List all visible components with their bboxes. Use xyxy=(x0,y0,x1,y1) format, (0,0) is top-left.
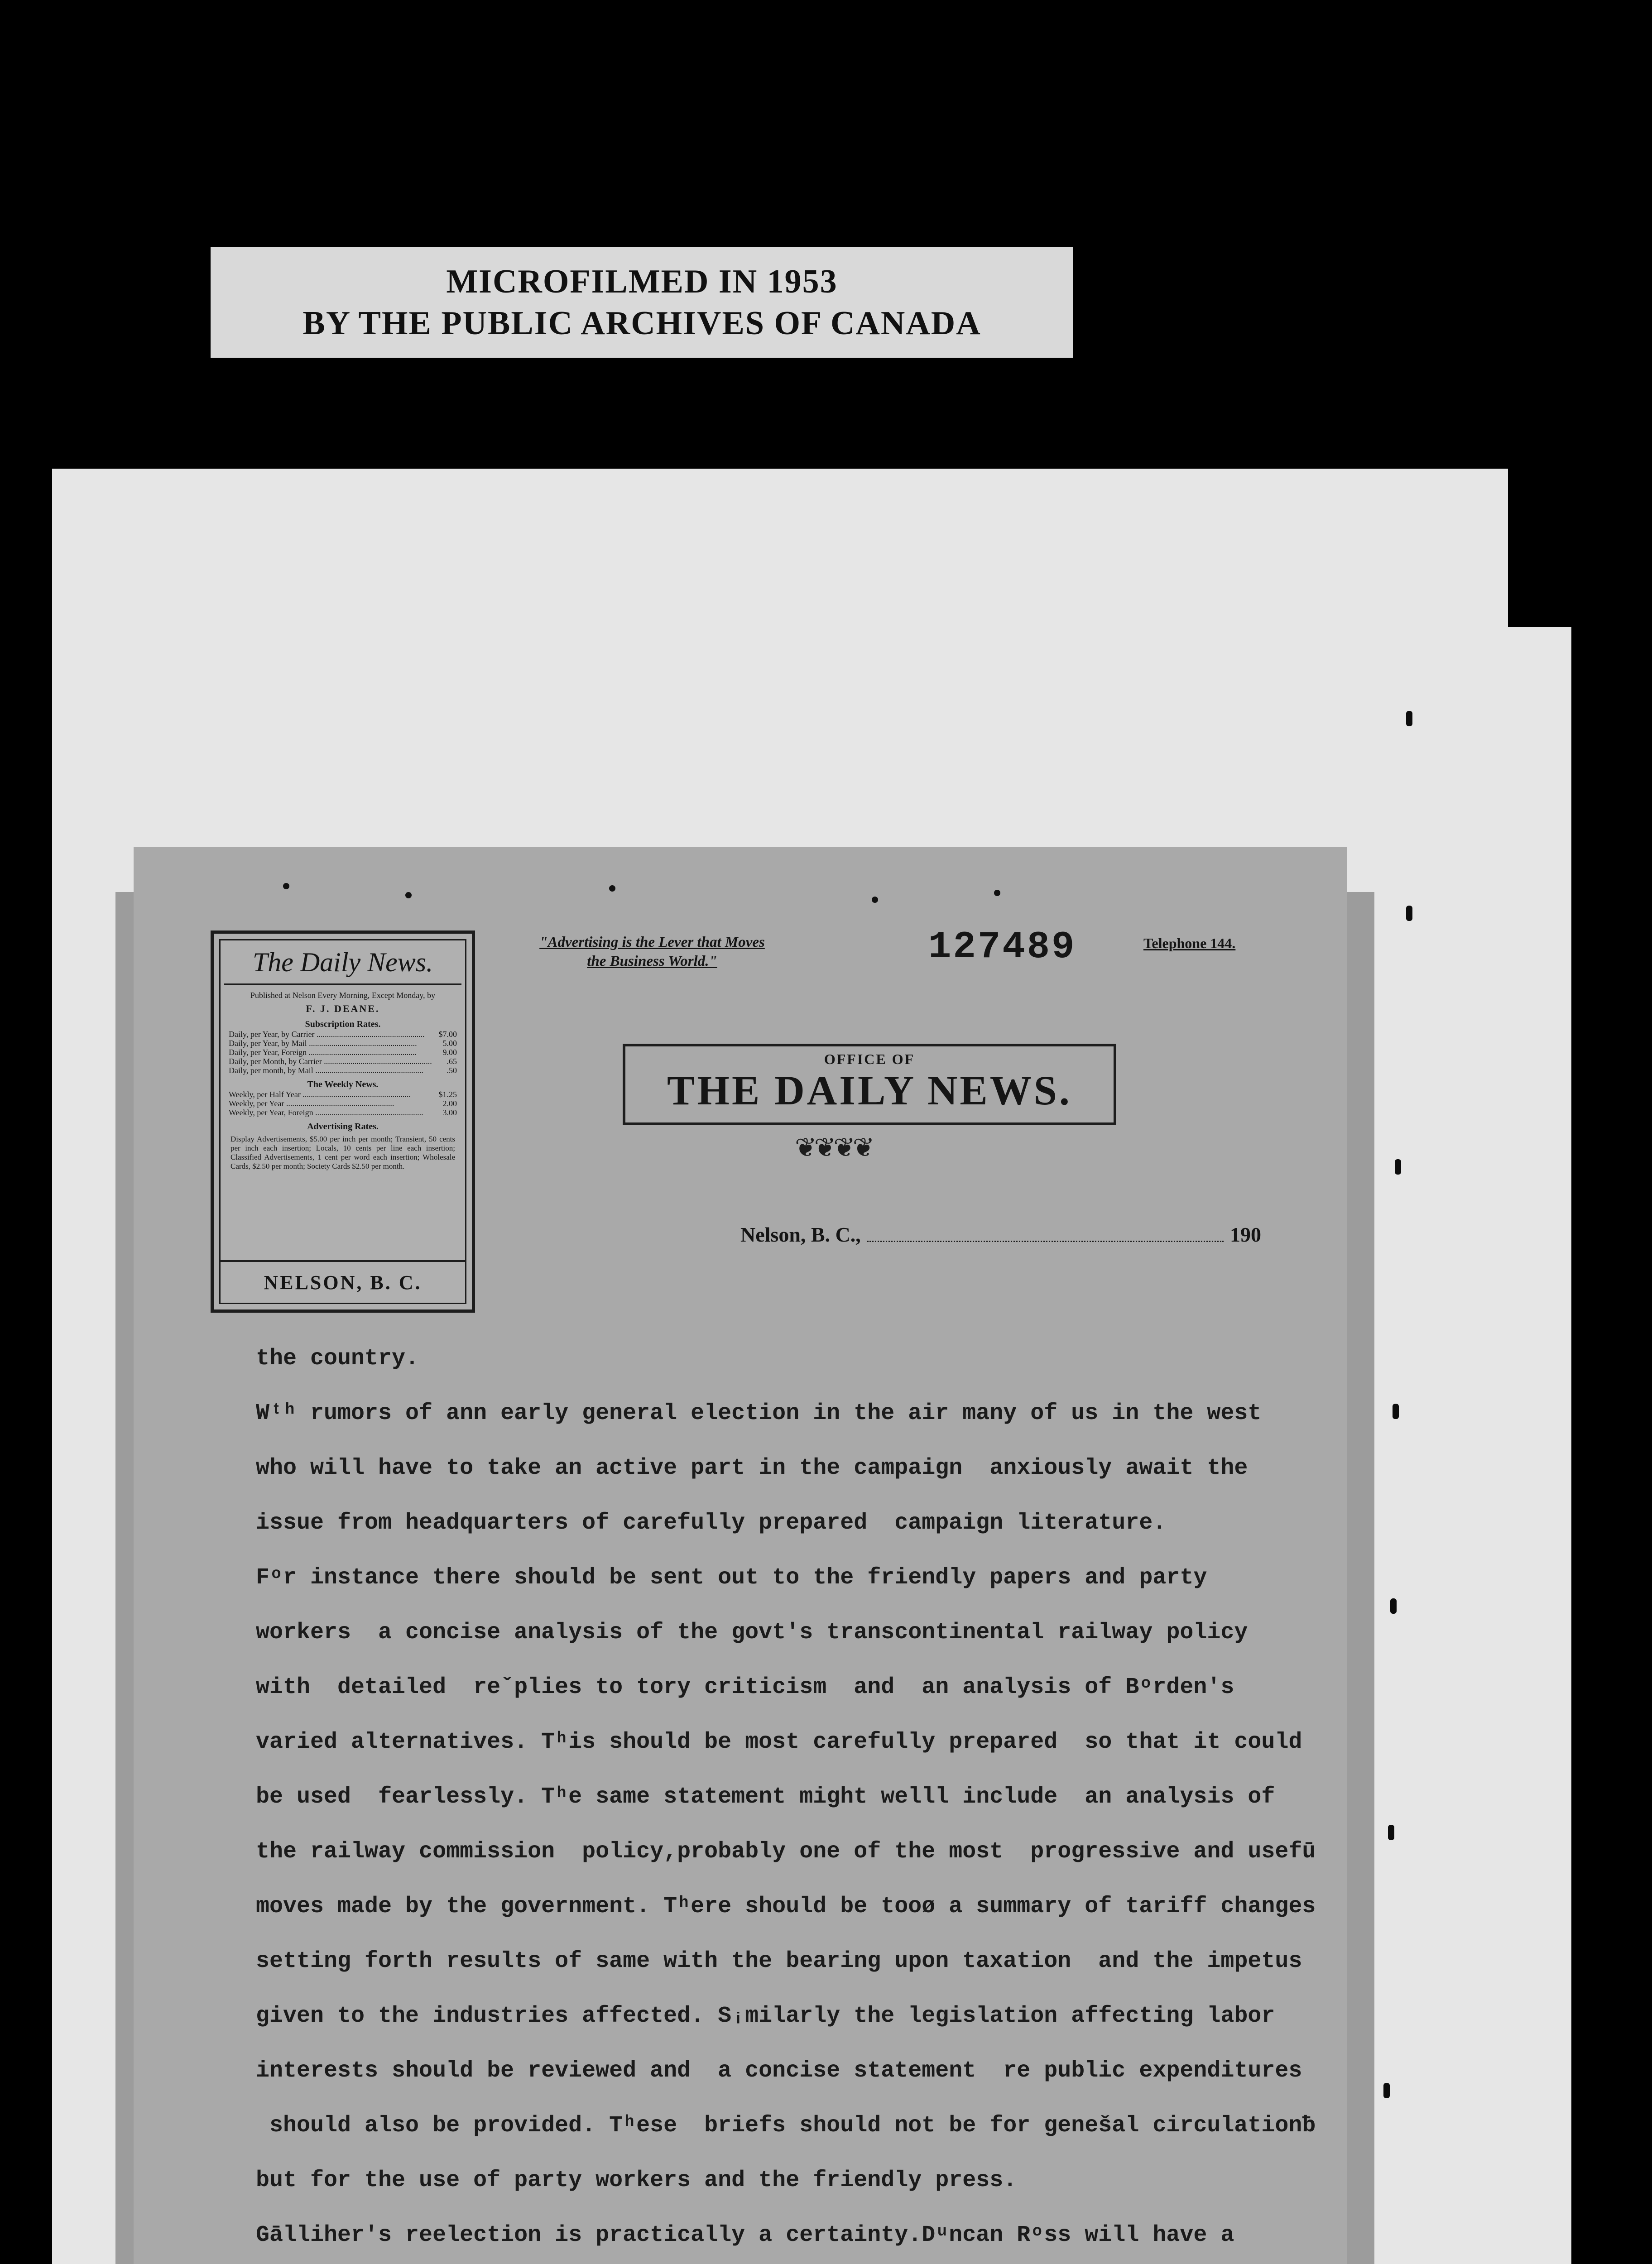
year-prefix: 190 xyxy=(1230,1223,1261,1246)
rate-value: 9.00 xyxy=(442,1048,457,1057)
weekly-rates-list xyxy=(221,1090,465,1117)
film-mark xyxy=(1388,1825,1394,1840)
body-line: Gālliher's reelection is practically a certainty.Dᵘncan Rᵒss will have a xyxy=(256,2222,1234,2248)
body-line: Wᵗʰ rumors of ann early general election in the air many of us in the west xyxy=(256,1401,1262,1426)
subscription-box-inner xyxy=(219,939,466,1304)
place: Nelson, B. C., xyxy=(740,1223,861,1246)
body-line: issue from headquarters of carefully prepared campaign literature. xyxy=(256,1510,1167,1536)
subscription-heading: Subscription Rates. xyxy=(305,1019,381,1029)
film-edge xyxy=(1508,469,1587,627)
microfilm-label-line1: MICROFILMED IN 1953 xyxy=(446,263,838,300)
rate-value: .50 xyxy=(447,1066,457,1075)
subscription-footer: NELSON, B. C. xyxy=(221,1260,465,1303)
body-line: who will have to take an active part in the campaign anxiously await the xyxy=(256,1455,1248,1481)
punch-dot xyxy=(872,897,878,903)
rate-label: Weekly, per Half Year ..... xyxy=(229,1090,439,1099)
rate-row xyxy=(221,1108,465,1117)
rate-label: Daily, per Year, Foreign ..... xyxy=(229,1048,443,1057)
rate-value: 2.00 xyxy=(442,1099,457,1108)
office-name: THE DAILY NEWS. xyxy=(667,1067,1072,1113)
dateline xyxy=(740,1223,1261,1247)
rate-row xyxy=(221,1057,465,1066)
rate-row xyxy=(221,1090,465,1099)
film-mark xyxy=(1406,906,1412,921)
body-line: the railway commission policy,probably one of the most progressive and usefū xyxy=(256,1839,1316,1865)
published-note: Published at Nelson Every Morning, Except Monday, by xyxy=(250,991,436,1000)
punch-dot xyxy=(994,890,1000,896)
body-line: workers a concise analysis of the govt's transcontinental railway policy xyxy=(256,1620,1248,1645)
film-mark xyxy=(1406,711,1412,726)
rate-value: .65 xyxy=(447,1057,457,1066)
date-rule xyxy=(867,1241,1224,1242)
rate-row xyxy=(221,1048,465,1057)
rate-label: Weekly, per Year, Foreign ..... xyxy=(229,1108,443,1117)
punch-dot xyxy=(283,883,289,889)
rate-label: Weekly, per Year ..... xyxy=(229,1099,443,1108)
body-line: given to the industries affected. Sᵢmilarly the legislation affecting labor xyxy=(256,2003,1275,2029)
divider xyxy=(224,983,461,985)
rate-label: Daily, per Year, by Carrier ..... xyxy=(229,1030,439,1039)
body-line: with detailed reˇplies to tory criticism and an analysis of Bᵒrden's xyxy=(256,1674,1234,1700)
rate-label: Daily, per Year, by Mail ..... xyxy=(229,1039,443,1048)
film-mark xyxy=(1393,1404,1399,1419)
rate-value: $1.25 xyxy=(438,1090,457,1099)
rate-label: Daily, per month, by Mail ..... xyxy=(229,1066,447,1075)
rate-row xyxy=(221,1039,465,1048)
rate-row xyxy=(221,1030,465,1039)
film-mark xyxy=(1383,2083,1390,2098)
rate-row xyxy=(221,1066,465,1075)
body-line: the country. xyxy=(256,1346,419,1372)
punch-dot xyxy=(609,885,615,892)
body-line: varied alternatives. Tʰis should be most carefully prepared so that it could xyxy=(256,1729,1302,1755)
publisher-name: F. J. DEANE. xyxy=(306,1003,380,1014)
rate-value: $7.00 xyxy=(438,1030,457,1039)
document-number: 127489 xyxy=(928,926,1076,969)
advertising-text: Display Advertisements, $5.00 per inch per month; Transient, 50 cents per inch each insertion; Locals, 10 cents per line each insertion; Classified Advertisements, 1 cent per word each insertion; Wholesale Cards, $2.50 per month; Society Cards $2.50 per month. xyxy=(231,1135,455,1170)
body-line: be used fearlessly. Tʰe same statement might welll include an analysis of xyxy=(256,1784,1275,1810)
daily-rates-list xyxy=(221,1030,465,1075)
body-line: but for the use of party workers and the friendly press. xyxy=(256,2168,1017,2193)
office-of: OFFICE OF xyxy=(824,1051,915,1067)
film-mark xyxy=(1395,1159,1401,1175)
rate-value: 3.00 xyxy=(442,1108,457,1117)
microfilm-label xyxy=(211,247,1073,358)
punch-dot xyxy=(405,892,412,898)
body-line: moves made by the government. Tʰere should be tooø a summary of tariff changes xyxy=(256,1894,1316,1919)
slogan-line2: the Business World." xyxy=(587,953,717,969)
body-line: should also be provided. Tʰese briefs should not be for genešal circulationƀ xyxy=(256,2113,1316,2139)
masthead: The Daily News. xyxy=(252,947,433,977)
subscription-box xyxy=(211,931,475,1313)
body-line: setting forth results of same with the bearing upon taxation and the impetus xyxy=(256,1948,1302,1974)
rate-value: 5.00 xyxy=(442,1039,457,1048)
advertising-heading: Advertising Rates. xyxy=(307,1122,379,1132)
rate-row xyxy=(221,1099,465,1108)
film-mark xyxy=(1390,1598,1397,1614)
weekly-heading: The Weekly News. xyxy=(307,1079,379,1089)
office-box xyxy=(623,1044,1116,1125)
ornament-icon: ❦❦❦❦ xyxy=(795,1133,872,1162)
microfilm-label-line2: BY THE PUBLIC ARCHIVES OF CANADA xyxy=(303,304,981,342)
slogan xyxy=(482,933,822,971)
letter-body xyxy=(256,1331,1343,2264)
telephone: Telephone 144. xyxy=(1143,935,1236,951)
slogan-line1: "Advertising is the Lever that Moves xyxy=(539,934,765,950)
rate-label: Daily, per Month, by Carrier ..... xyxy=(229,1057,447,1066)
letter-page xyxy=(134,847,1347,2264)
body-line: Fᵒr instance there should be sent out to the friendly papers and party xyxy=(256,1565,1207,1591)
body-line: interests should be reviewed and a concise statement re public expenditures xyxy=(256,2058,1302,2084)
